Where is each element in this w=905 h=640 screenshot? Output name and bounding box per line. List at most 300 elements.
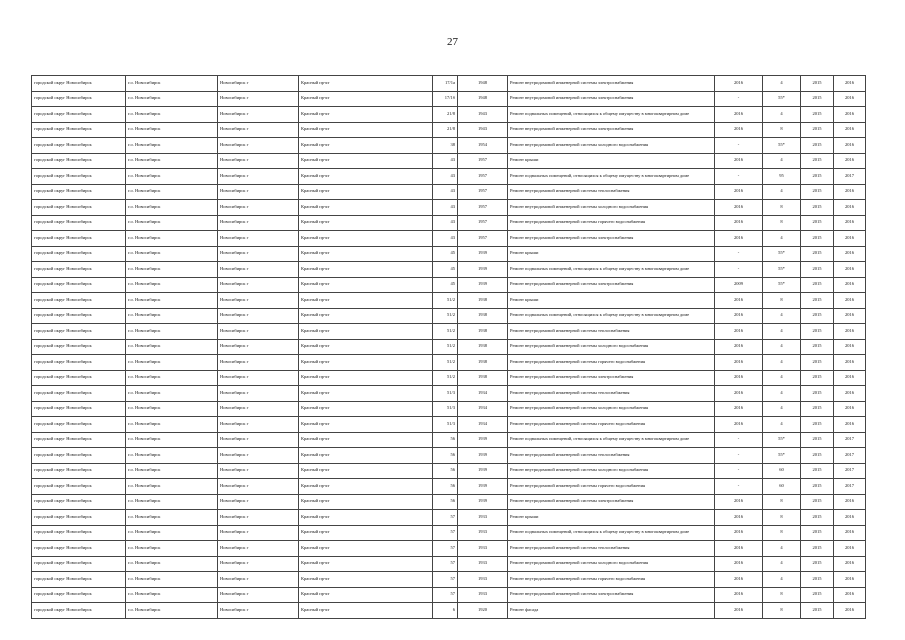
end-year-cell: 2016 [834, 308, 866, 324]
quantity-cell: 4 [763, 386, 801, 402]
street-cell: Красный пр-кт [299, 122, 433, 138]
quantity-cell: 4 [763, 76, 801, 92]
municipality-cell: городской округ Новосибирск [32, 76, 126, 92]
city-cell: Новосибирск г [218, 122, 299, 138]
work-type-cell: Ремонт внутридомовой инженерной системы электроснабжения [508, 587, 715, 603]
cost-year-cell: 2016 [715, 556, 763, 572]
city-cell: Новосибирск г [218, 215, 299, 231]
cost-year-cell: 2016 [715, 417, 763, 433]
city-cell: Новосибирск г [218, 370, 299, 386]
end-year-cell: 2016 [834, 91, 866, 107]
street-cell: Красный пр-кт [299, 603, 433, 619]
house-number-cell: 38 [433, 138, 458, 154]
settlement-cell: г.о. Новосибирск [126, 215, 218, 231]
settlement-cell: г.о. Новосибирск [126, 231, 218, 247]
end-year-cell: 2016 [834, 417, 866, 433]
start-year-cell: 2015 [801, 355, 834, 371]
work-type-cell: Ремонт внутридомовой инженерной системы холодного водоснабжения [508, 339, 715, 355]
year-built-cell: 1939 [458, 262, 508, 278]
quantity-cell: 8 [763, 215, 801, 231]
work-type-cell: Ремонт внутридомовой инженерной системы холодного водоснабжения [508, 463, 715, 479]
city-cell: Новосибирск г [218, 494, 299, 510]
end-year-cell: 2016 [834, 494, 866, 510]
work-type-cell: Ремонт внутридомовой инженерной системы электроснабжения [508, 76, 715, 92]
table-row [32, 401, 866, 417]
house-number-cell: 51/3 [433, 401, 458, 417]
street-cell: Красный пр-кт [299, 355, 433, 371]
settlement-cell: г.о. Новосибирск [126, 510, 218, 526]
work-type-cell: Ремонт внутридомовой инженерной системы горячего водоснабжения [508, 572, 715, 588]
table-row [32, 215, 866, 231]
house-number-cell: 6 [433, 603, 458, 619]
quantity-cell: 55* [763, 262, 801, 278]
year-built-cell: 1939 [458, 479, 508, 495]
house-number-cell: 56 [433, 494, 458, 510]
city-cell: Новосибирск г [218, 510, 299, 526]
table-row [32, 339, 866, 355]
settlement-cell: г.о. Новосибирск [126, 277, 218, 293]
settlement-cell: г.о. Новосибирск [126, 200, 218, 216]
quantity-cell: 8 [763, 525, 801, 541]
quantity-cell: 4 [763, 184, 801, 200]
quantity-cell: 55* [763, 448, 801, 464]
street-cell: Красный пр-кт [299, 432, 433, 448]
municipality-cell: городской округ Новосибирск [32, 401, 126, 417]
year-built-cell: 1933 [458, 541, 508, 557]
street-cell: Красный пр-кт [299, 308, 433, 324]
city-cell: Новосибирск г [218, 463, 299, 479]
end-year-cell: 2016 [834, 153, 866, 169]
quantity-cell: 4 [763, 541, 801, 557]
street-cell: Красный пр-кт [299, 479, 433, 495]
end-year-cell: 2016 [834, 324, 866, 340]
street-cell: Красный пр-кт [299, 572, 433, 588]
year-built-cell: 1939 [458, 463, 508, 479]
year-built-cell: 1920 [458, 603, 508, 619]
cost-year-cell: - [715, 432, 763, 448]
house-number-cell: 56 [433, 479, 458, 495]
city-cell: Новосибирск г [218, 153, 299, 169]
municipality-cell: городской округ Новосибирск [32, 107, 126, 123]
start-year-cell: 2015 [801, 76, 834, 92]
end-year-cell: 2016 [834, 262, 866, 278]
settlement-cell: г.о. Новосибирск [126, 91, 218, 107]
city-cell: Новосибирск г [218, 339, 299, 355]
street-cell: Красный пр-кт [299, 525, 433, 541]
municipality-cell: городской округ Новосибирск [32, 293, 126, 309]
street-cell: Красный пр-кт [299, 293, 433, 309]
year-built-cell: 1938 [458, 370, 508, 386]
municipality-cell: городской округ Новосибирск [32, 215, 126, 231]
start-year-cell: 2015 [801, 324, 834, 340]
table-row [32, 169, 866, 185]
street-cell: Красный пр-кт [299, 541, 433, 557]
cost-year-cell: 2016 [715, 231, 763, 247]
end-year-cell: 2016 [834, 184, 866, 200]
work-type-cell: Ремонт подвальных помещений, относящихся к общему имуществу в многоквартирном доме [508, 262, 715, 278]
start-year-cell: 2015 [801, 510, 834, 526]
house-number-cell: 57 [433, 510, 458, 526]
cost-year-cell: 2016 [715, 587, 763, 603]
city-cell: Новосибирск г [218, 138, 299, 154]
cost-year-cell: - [715, 91, 763, 107]
settlement-cell: г.о. Новосибирск [126, 370, 218, 386]
city-cell: Новосибирск г [218, 355, 299, 371]
work-type-cell: Ремонт внутридомовой инженерной системы электроснабжения [508, 277, 715, 293]
street-cell: Красный пр-кт [299, 107, 433, 123]
house-number-cell: 43 [433, 231, 458, 247]
year-built-cell: 1939 [458, 432, 508, 448]
start-year-cell: 2015 [801, 556, 834, 572]
end-year-cell: 2016 [834, 215, 866, 231]
year-built-cell: 1933 [458, 525, 508, 541]
cost-year-cell: - [715, 262, 763, 278]
table-row [32, 246, 866, 262]
table-row [32, 479, 866, 495]
city-cell: Новосибирск г [218, 386, 299, 402]
capital-repair-table [31, 75, 866, 619]
quantity-cell: 8 [763, 200, 801, 216]
house-number-cell: 17/1а [433, 76, 458, 92]
start-year-cell: 2015 [801, 107, 834, 123]
quantity-cell: 4 [763, 417, 801, 433]
quantity-cell: 4 [763, 107, 801, 123]
end-year-cell: 2016 [834, 587, 866, 603]
quantity-cell: 4 [763, 401, 801, 417]
year-built-cell: 1957 [458, 231, 508, 247]
year-built-cell: 1939 [458, 448, 508, 464]
house-number-cell: 57 [433, 572, 458, 588]
house-number-cell: 43 [433, 200, 458, 216]
work-type-cell: Ремонт подвальных помещений, относящихся к общему имуществу в многоквартирном доме [508, 308, 715, 324]
start-year-cell: 2015 [801, 370, 834, 386]
municipality-cell: городской округ Новосибирск [32, 525, 126, 541]
cost-year-cell: - [715, 138, 763, 154]
settlement-cell: г.о. Новосибирск [126, 432, 218, 448]
end-year-cell: 2016 [834, 386, 866, 402]
work-type-cell: Ремонт внутридомовой инженерной системы теплоснабжения [508, 324, 715, 340]
end-year-cell: 2017 [834, 169, 866, 185]
work-type-cell: Ремонт подвальных помещений, относящихся к общему имуществу в многоквартирном доме [508, 169, 715, 185]
cost-year-cell: 2016 [715, 370, 763, 386]
end-year-cell: 2017 [834, 448, 866, 464]
cost-year-cell: 2016 [715, 184, 763, 200]
settlement-cell: г.о. Новосибирск [126, 324, 218, 340]
end-year-cell: 2016 [834, 293, 866, 309]
quantity-cell: 4 [763, 355, 801, 371]
start-year-cell: 2015 [801, 122, 834, 138]
end-year-cell: 2016 [834, 401, 866, 417]
year-built-cell: 1957 [458, 215, 508, 231]
end-year-cell: 2016 [834, 556, 866, 572]
municipality-cell: городской округ Новосибирск [32, 277, 126, 293]
settlement-cell: г.о. Новосибирск [126, 556, 218, 572]
settlement-cell: г.о. Новосибирск [126, 355, 218, 371]
work-type-cell: Ремонт внутридомовой инженерной системы холодного водоснабжения [508, 200, 715, 216]
city-cell: Новосибирск г [218, 308, 299, 324]
table-row [32, 370, 866, 386]
start-year-cell: 2015 [801, 525, 834, 541]
city-cell: Новосибирск г [218, 231, 299, 247]
house-number-cell: 43 [433, 169, 458, 185]
city-cell: Новосибирск г [218, 169, 299, 185]
municipality-cell: городской округ Новосибирск [32, 432, 126, 448]
table-row [32, 308, 866, 324]
cost-year-cell: 2016 [715, 494, 763, 510]
table-row [32, 91, 866, 107]
work-type-cell: Ремонт подвальных помещений, относящихся к общему имуществу в многоквартирном доме [508, 525, 715, 541]
settlement-cell: г.о. Новосибирск [126, 339, 218, 355]
start-year-cell: 2015 [801, 262, 834, 278]
quantity-cell: 4 [763, 370, 801, 386]
table-row [32, 184, 866, 200]
work-type-cell: Ремонт внутридомовой инженерной системы электроснабжения [508, 91, 715, 107]
end-year-cell: 2016 [834, 277, 866, 293]
cost-year-cell: 2016 [715, 525, 763, 541]
municipality-cell: городской округ Новосибирск [32, 246, 126, 262]
municipality-cell: городской округ Новосибирск [32, 324, 126, 340]
start-year-cell: 2015 [801, 432, 834, 448]
municipality-cell: городской округ Новосибирск [32, 200, 126, 216]
city-cell: Новосибирск г [218, 401, 299, 417]
house-number-cell: 51/2 [433, 339, 458, 355]
city-cell: Новосибирск г [218, 572, 299, 588]
year-built-cell: 1938 [458, 293, 508, 309]
work-type-cell: Ремонт крыши [508, 153, 715, 169]
year-built-cell: 1948 [458, 91, 508, 107]
start-year-cell: 2015 [801, 448, 834, 464]
quantity-cell: 8 [763, 293, 801, 309]
table-body [32, 76, 866, 619]
year-built-cell: 1934 [458, 417, 508, 433]
house-number-cell: 57 [433, 525, 458, 541]
cost-year-cell: 2016 [715, 324, 763, 340]
settlement-cell: г.о. Новосибирск [126, 76, 218, 92]
year-built-cell: 1938 [458, 324, 508, 340]
year-built-cell: 1938 [458, 339, 508, 355]
table-row [32, 200, 866, 216]
city-cell: Новосибирск г [218, 200, 299, 216]
table-row [32, 525, 866, 541]
municipality-cell: городской округ Новосибирск [32, 386, 126, 402]
end-year-cell: 2017 [834, 432, 866, 448]
settlement-cell: г.о. Новосибирск [126, 587, 218, 603]
house-number-cell: 45 [433, 277, 458, 293]
municipality-cell: городской округ Новосибирск [32, 463, 126, 479]
year-built-cell: 1943 [458, 122, 508, 138]
year-built-cell: 1957 [458, 153, 508, 169]
end-year-cell: 2016 [834, 525, 866, 541]
end-year-cell: 2016 [834, 76, 866, 92]
cost-year-cell: 2016 [715, 510, 763, 526]
settlement-cell: г.о. Новосибирск [126, 525, 218, 541]
table-row [32, 448, 866, 464]
start-year-cell: 2015 [801, 401, 834, 417]
cost-year-cell: 2016 [715, 386, 763, 402]
table-row [32, 76, 866, 92]
table-row [32, 355, 866, 371]
city-cell: Новосибирск г [218, 417, 299, 433]
year-built-cell: 1939 [458, 494, 508, 510]
table-row [32, 138, 866, 154]
city-cell: Новосибирск г [218, 246, 299, 262]
quantity-cell: 4 [763, 556, 801, 572]
municipality-cell: городской округ Новосибирск [32, 308, 126, 324]
house-number-cell: 57 [433, 556, 458, 572]
end-year-cell: 2016 [834, 339, 866, 355]
quantity-cell: 4 [763, 324, 801, 340]
table-row [32, 324, 866, 340]
city-cell: Новосибирск г [218, 479, 299, 495]
cost-year-cell: 2016 [715, 401, 763, 417]
work-type-cell: Ремонт внутридомовой инженерной системы горячего водоснабжения [508, 417, 715, 433]
quantity-cell: 4 [763, 339, 801, 355]
end-year-cell: 2016 [834, 603, 866, 619]
start-year-cell: 2015 [801, 293, 834, 309]
municipality-cell: городской округ Новосибирск [32, 339, 126, 355]
cost-year-cell: - [715, 169, 763, 185]
street-cell: Красный пр-кт [299, 463, 433, 479]
year-built-cell: 1957 [458, 200, 508, 216]
municipality-cell: городской округ Новосибирск [32, 510, 126, 526]
table-row [32, 510, 866, 526]
house-number-cell: 43 [433, 184, 458, 200]
quantity-cell: 8 [763, 122, 801, 138]
table-row [32, 541, 866, 557]
table-row [32, 262, 866, 278]
year-built-cell: 1933 [458, 556, 508, 572]
municipality-cell: городской округ Новосибирск [32, 448, 126, 464]
house-number-cell: 51/2 [433, 308, 458, 324]
work-type-cell: Ремонт подвальных помещений, относящихся к общему имуществу в многоквартирном доме [508, 432, 715, 448]
city-cell: Новосибирск г [218, 432, 299, 448]
municipality-cell: городской округ Новосибирск [32, 138, 126, 154]
municipality-cell: городской округ Новосибирск [32, 355, 126, 371]
cost-year-cell: - [715, 479, 763, 495]
start-year-cell: 2015 [801, 200, 834, 216]
start-year-cell: 2015 [801, 169, 834, 185]
city-cell: Новосибирск г [218, 91, 299, 107]
start-year-cell: 2015 [801, 231, 834, 247]
year-built-cell: 1957 [458, 184, 508, 200]
start-year-cell: 2015 [801, 587, 834, 603]
house-number-cell: 45 [433, 246, 458, 262]
house-number-cell: 17/1б [433, 91, 458, 107]
table-row [32, 386, 866, 402]
settlement-cell: г.о. Новосибирск [126, 401, 218, 417]
work-type-cell: Ремонт крыши [508, 293, 715, 309]
work-type-cell: Ремонт внутридомовой инженерной системы электроснабжения [508, 494, 715, 510]
quantity-cell: 4 [763, 153, 801, 169]
end-year-cell: 2016 [834, 138, 866, 154]
street-cell: Красный пр-кт [299, 215, 433, 231]
start-year-cell: 2015 [801, 541, 834, 557]
street-cell: Красный пр-кт [299, 494, 433, 510]
house-number-cell: 56 [433, 463, 458, 479]
municipality-cell: городской округ Новосибирск [32, 370, 126, 386]
house-number-cell: 51/2 [433, 293, 458, 309]
work-type-cell: Ремонт внутридомовой инженерной системы горячего водоснабжения [508, 215, 715, 231]
settlement-cell: г.о. Новосибирск [126, 463, 218, 479]
year-built-cell: 1939 [458, 246, 508, 262]
page-number: 27 [447, 36, 458, 48]
work-type-cell: Ремонт крыши [508, 246, 715, 262]
city-cell: Новосибирск г [218, 262, 299, 278]
quantity-cell: 55* [763, 138, 801, 154]
house-number-cell: 45 [433, 262, 458, 278]
cost-year-cell: 2016 [715, 541, 763, 557]
end-year-cell: 2016 [834, 231, 866, 247]
end-year-cell: 2016 [834, 572, 866, 588]
municipality-cell: городской округ Новосибирск [32, 587, 126, 603]
quantity-cell: 8 [763, 494, 801, 510]
street-cell: Красный пр-кт [299, 184, 433, 200]
house-number-cell: 57 [433, 541, 458, 557]
house-number-cell: 56 [433, 448, 458, 464]
start-year-cell: 2015 [801, 339, 834, 355]
settlement-cell: г.о. Новосибирск [126, 122, 218, 138]
municipality-cell: городской округ Новосибирск [32, 603, 126, 619]
street-cell: Красный пр-кт [299, 200, 433, 216]
table-row [32, 587, 866, 603]
start-year-cell: 2015 [801, 417, 834, 433]
quantity-cell: 55* [763, 432, 801, 448]
street-cell: Красный пр-кт [299, 91, 433, 107]
quantity-cell: 55* [763, 277, 801, 293]
table-row [32, 231, 866, 247]
work-type-cell: Ремонт внутридомовой инженерной системы электроснабжения [508, 122, 715, 138]
cost-year-cell: 2016 [715, 603, 763, 619]
settlement-cell: г.о. Новосибирск [126, 448, 218, 464]
cost-year-cell: 2009 [715, 277, 763, 293]
quantity-cell: 55* [763, 91, 801, 107]
street-cell: Красный пр-кт [299, 417, 433, 433]
cost-year-cell: 2016 [715, 293, 763, 309]
quantity-cell: 60 [763, 479, 801, 495]
settlement-cell: г.о. Новосибирск [126, 153, 218, 169]
year-built-cell: 1954 [458, 138, 508, 154]
city-cell: Новосибирск г [218, 448, 299, 464]
city-cell: Новосибирск г [218, 184, 299, 200]
street-cell: Красный пр-кт [299, 510, 433, 526]
work-type-cell: Ремонт внутридомовой инженерной системы холодного водоснабжения [508, 401, 715, 417]
settlement-cell: г.о. Новосибирск [126, 138, 218, 154]
cost-year-cell: 2016 [715, 200, 763, 216]
settlement-cell: г.о. Новосибирск [126, 107, 218, 123]
municipality-cell: городской округ Новосибирск [32, 541, 126, 557]
municipality-cell: городской округ Новосибирск [32, 417, 126, 433]
end-year-cell: 2016 [834, 107, 866, 123]
settlement-cell: г.о. Новосибирск [126, 603, 218, 619]
city-cell: Новосибирск г [218, 525, 299, 541]
quantity-cell: 60 [763, 463, 801, 479]
table-row [32, 432, 866, 448]
table-row [32, 463, 866, 479]
work-type-cell: Ремонт внутридомовой инженерной системы холодного водоснабжения [508, 138, 715, 154]
start-year-cell: 2015 [801, 138, 834, 154]
street-cell: Красный пр-кт [299, 556, 433, 572]
year-built-cell: 1948 [458, 76, 508, 92]
municipality-cell: городской округ Новосибирск [32, 572, 126, 588]
city-cell: Новосибирск г [218, 603, 299, 619]
city-cell: Новосибирск г [218, 107, 299, 123]
start-year-cell: 2015 [801, 277, 834, 293]
house-number-cell: 43 [433, 215, 458, 231]
table-row [32, 153, 866, 169]
work-type-cell: Ремонт внутридомовой инженерной системы горячего водоснабжения [508, 479, 715, 495]
city-cell: Новосибирск г [218, 324, 299, 340]
settlement-cell: г.о. Новосибирск [126, 184, 218, 200]
